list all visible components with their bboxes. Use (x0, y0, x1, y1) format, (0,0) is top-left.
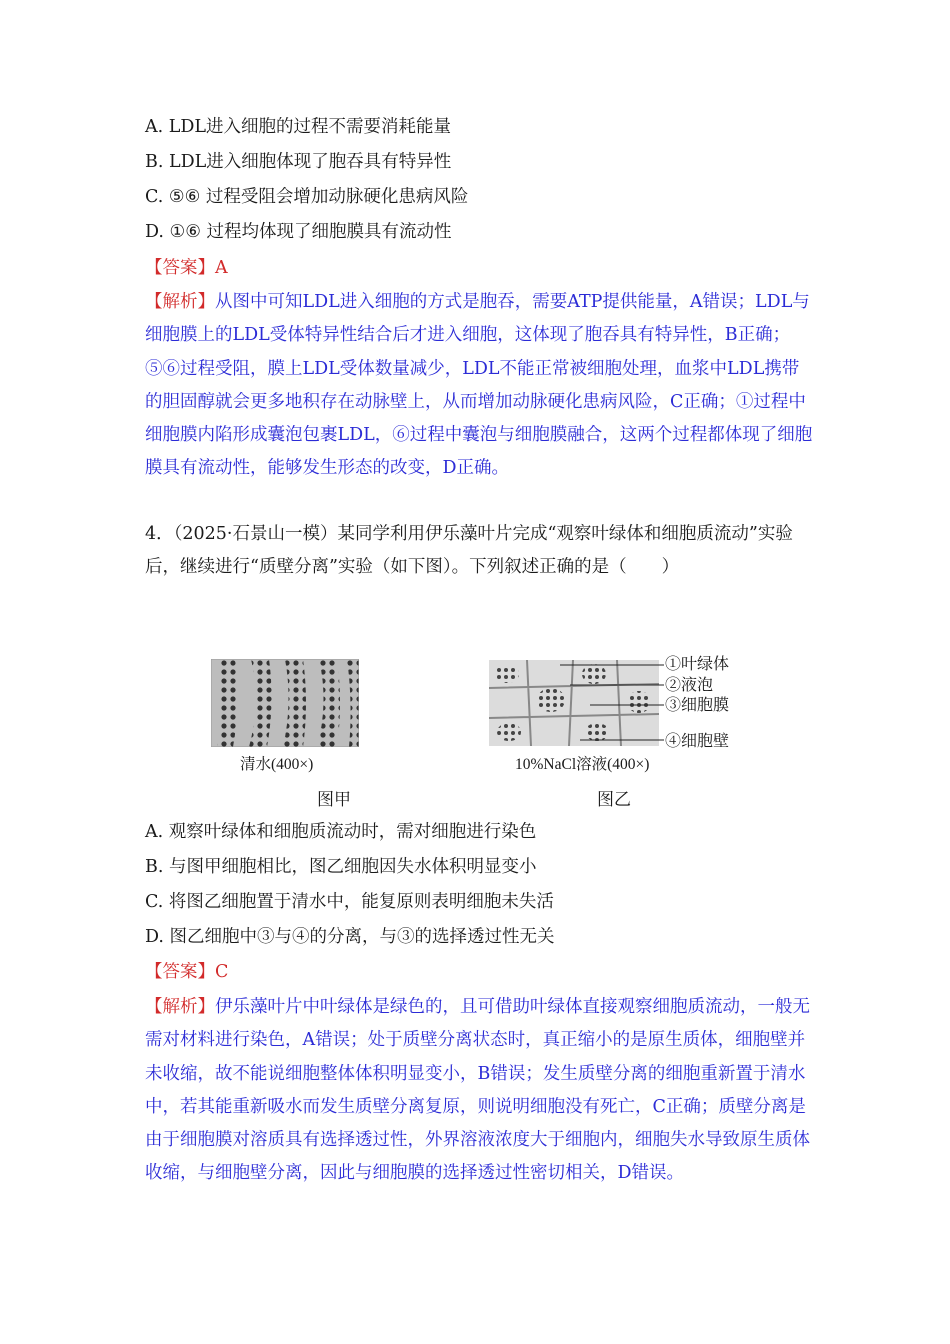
q4-option-c: C. 将图乙细胞置于清水中，能复原则表明细胞未失活 (145, 892, 554, 912)
figure-a-caption: 清水(400×) (240, 756, 314, 773)
q3-answer (145, 256, 228, 280)
figure-b-caption: 10%NaCl溶液(400×) (515, 756, 650, 773)
analysis-text: 从图中可知LDL进入细胞的方式是胞吞，需要ATP提供能量，A错误；LDL与细胞膜上的LDL受体特异性结合后才进入细胞，这体现了胞吞具有特异性，B正确；⑤⑥过程受阻，膜上LDL受体数量减少，LDL不能正常被细胞处理，血浆中LDL携带的胆固醇就会更多地积存在动脉壁上，从而增加动脉硬化患病风险，C正确；①过程中细胞膜内陷形成囊泡包裹LDL，⑥过程中囊泡与细胞膜融合，这两个过程都体现了细胞膜具有流动性，能够发生形态的改变，D正确。 (145, 292, 813, 479)
answer-tag: 【答案】 (145, 962, 215, 982)
answer-value: C (215, 962, 229, 982)
q4-stem: 4．（2025·石景山一模）某同学利用伊乐藻叶片完成“观察叶绿体和细胞质流动”实验后，继续进行“质壁分离”实验（如下图）。下列叙述正确的是（ ） (145, 524, 793, 578)
q4-option-d: D. 图乙细胞中③与④的分离，与③的选择透过性无关 (145, 927, 555, 947)
q4-option-b: B. 与图甲细胞相比，图乙细胞因失水体积明显变小 (145, 857, 537, 877)
analysis-tag: 【解析】 (145, 997, 215, 1017)
q3-option-b: B. LDL进入细胞体现了胞吞具有特异性 (145, 152, 452, 172)
figure-a-image (211, 659, 359, 747)
q4-analysis (145, 991, 815, 1191)
analysis-tag: 【解析】 (145, 292, 215, 312)
figure-a-label: 图甲 (317, 790, 351, 810)
figure-b-label: 图乙 (597, 790, 631, 810)
answer-tag: 【答案】 (145, 258, 215, 278)
callout-vacuole: ②液泡 (665, 675, 714, 694)
callout-chloroplast: ①叶绿体 (665, 654, 730, 673)
q3-option-d: D. ①⑥ 过程均体现了细胞膜具有流动性 (145, 222, 452, 242)
figure-b-leader-lines (560, 655, 670, 750)
q4-option-a: A. 观察叶绿体和细胞质流动时，需对细胞进行染色 (145, 822, 537, 842)
analysis-text: 伊乐藻叶片中叶绿体是绿色的，且可借助叶绿体直接观察细胞质流动，一般无需对材料进行染色，A错误；处于质壁分离状态时，真正缩小的是原生质体，细胞壁并未收缩，故不能说细胞整体体积明显变小，B错误；发生质壁分离的细胞重新置于清水中，若其能重新吸水而发生质壁分离复原，则说明细胞没有死亡，C正确；质壁分离是由于细胞膜对溶质具有选择透过性，外界溶液浓度大于细胞内，细胞失水导致原生质体收缩，与细胞壁分离，因此与细胞膜的选择透过性密切相关，D错误。 (145, 997, 810, 1184)
answer-value: A (215, 258, 228, 278)
callout-cell-membrane: ③细胞膜 (665, 695, 730, 714)
q3-option-c: C. ⑤⑥ 过程受阻会增加动脉硬化患病风险 (145, 187, 469, 207)
figure-a-micrograph (211, 659, 359, 747)
q3-analysis (145, 286, 815, 486)
callout-cell-wall: ④细胞壁 (665, 731, 730, 750)
q4-answer (145, 960, 228, 984)
q3-option-a: A. LDL进入细胞的过程不需要消耗能量 (145, 117, 452, 137)
